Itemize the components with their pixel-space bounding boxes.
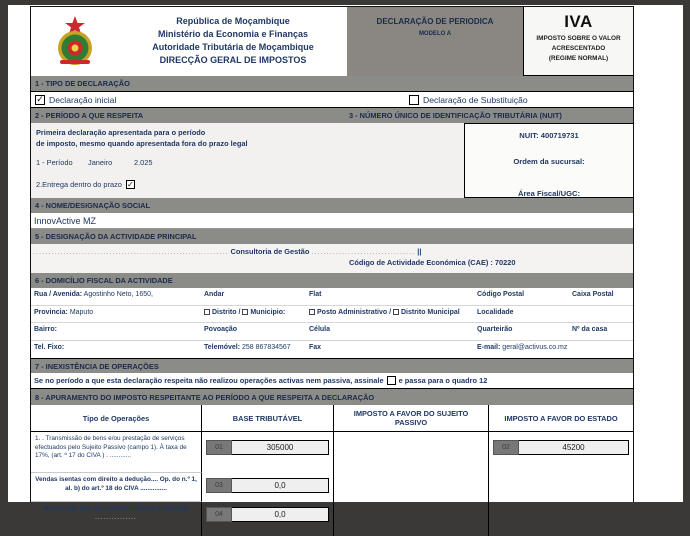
section4-header: [31, 198, 633, 213]
bairro-label: Bairro:: [34, 326, 57, 333]
section1-header: [31, 76, 633, 91]
distrito-label: Distrito /: [212, 308, 241, 316]
col-header-tipo-operacoes: Tipo de Operações: [31, 405, 202, 432]
caixa-postal-label: Caixa Postal: [572, 291, 614, 298]
localidade-label: Localidade: [477, 308, 514, 316]
org-line-directorate: DIRECÇÃO GERAL DE IMPOSTOS: [159, 55, 307, 66]
row3-sujeito-passivo-cell: [334, 502, 489, 536]
section7-title: 7 - INEXISTÊNCIA DE OPERAÇÕES: [35, 361, 159, 371]
document-page: [8, 5, 683, 521]
field-01-code: 01: [206, 440, 232, 455]
field-01: [206, 435, 329, 455]
section4-title: 4 - NOME/DESIGNAÇÃO SOCIAL: [35, 201, 150, 210]
localidade-value-cell[interactable]: [569, 306, 633, 324]
org-line-ministry: Ministério da Economia e Finanças: [157, 29, 309, 40]
street-label: Rua / Avenida:: [34, 291, 83, 298]
taxpayer-name-row: [31, 213, 633, 229]
delivery-on-time-checkbox[interactable]: ✓: [127, 179, 134, 189]
declaration-model: MODELO A: [418, 31, 452, 37]
field-01-value[interactable]: 305000: [232, 440, 329, 455]
posto-administrativo-checkbox[interactable]: [309, 309, 315, 315]
field-02-code: 02: [493, 440, 519, 455]
no-operations-row: [31, 373, 633, 389]
period-note-line1: Primeira declaração apresentada para o período: [36, 128, 206, 137]
declaracao-substituicao-label: Declaração de Substituição: [423, 94, 528, 105]
period-year-value[interactable]: 2.025: [134, 158, 153, 168]
tax-acronym: IVA: [564, 12, 593, 31]
field-02-value[interactable]: 45200: [519, 440, 629, 455]
fax-cell[interactable]: [306, 341, 474, 359]
nuit-value: NUIT: 400719731: [519, 131, 579, 140]
row1-estado-cell: [489, 432, 633, 473]
fax-label: Fax: [309, 343, 322, 351]
period-nuit-row: [31, 123, 633, 198]
provincia-value: Maputo: [69, 308, 94, 316]
tax-regime: (REGIME NORMAL): [548, 55, 609, 62]
period-line: [36, 158, 464, 167]
table-row: [31, 432, 633, 473]
activity-value[interactable]: Consultoria de Gestão: [230, 247, 310, 256]
andar-label: Andar: [204, 291, 225, 298]
section6-title: 6 - DOMICÍLIO FISCAL DA ACTIVIDADE: [35, 276, 173, 285]
delivery-label: 2.Entrega dentro do prazo: [36, 180, 122, 190]
tax-assessment-table: [31, 405, 633, 536]
row2-description: Vendas isentas com direito a dedução.... Op. do n.º 1, al. b) do art.º 18 do CIVA ...............: [31, 473, 202, 502]
period-month-value[interactable]: Janeiro: [88, 158, 113, 168]
quarteirao-cell[interactable]: [474, 323, 569, 341]
activity-dots-left: ................................................................: [33, 247, 229, 256]
telemovel-label: Telemóvel:: [204, 343, 241, 351]
emblem-container: [31, 7, 119, 76]
section8-header: [31, 389, 633, 405]
section8-title: 8 - APURAMENTO DO IMPOSTO RESPEITANTE AO PERÍODO A QUE RESPEITA A DECLARAÇÃO: [35, 392, 375, 402]
declaracao-substituicao-checkbox[interactable]: [409, 95, 419, 105]
flat-label: Flat: [309, 291, 322, 298]
email-label: E-mail:: [477, 343, 501, 351]
row2-base-cell: [202, 473, 334, 502]
declaracao-inicial-checkbox[interactable]: ✓: [36, 94, 44, 104]
localidade-cell[interactable]: [474, 306, 569, 324]
row1-description: 1. . Transmissão de bens e/ou prestação de serviços efectuados pelo Sujeito Passivo (campo 1). À taxa de 17%, (art. º 17 do CIVA ) . ............: [31, 432, 202, 473]
org-line-authority: Autoridade Tributária de Moçambique: [152, 42, 314, 53]
section2-3-header: [31, 108, 633, 123]
section5-title: 5 - DESIGNAÇÃO DA ACTIVIDADE PRINCIPAL: [35, 232, 197, 241]
declaracao-inicial-option[interactable]: [31, 95, 116, 105]
distrito-municipal-label: Distrito Municipal: [400, 308, 460, 316]
email-cell[interactable]: [474, 341, 633, 359]
delivery-line: [36, 180, 464, 189]
row2-sujeito-passivo-cell: [334, 473, 489, 502]
ordem-sucursal-label: Ordem da sucursal:: [513, 157, 585, 166]
numero-casa-label: Nº da casa: [572, 326, 608, 333]
row1-sujeito-passivo-cell: [334, 432, 489, 473]
celula-cell[interactable]: [306, 323, 474, 341]
section2-title: 2 - PERÍODO A QUE RESPEITA: [35, 111, 144, 120]
area-fiscal-label: Área Fiscal/UGC:: [517, 189, 581, 198]
period-note-line2: de imposto, mesmo quando apresentada fora do prazo legal: [36, 138, 248, 148]
section1-title: 1 - TIPO DE DECLARAÇÃO: [35, 79, 130, 88]
caixa-postal-cell[interactable]: [569, 288, 633, 306]
street-cell[interactable]: [31, 288, 201, 306]
municipio-label: Municipio:: [250, 308, 286, 316]
telemovel-value: 258 867834567: [242, 343, 291, 351]
no-operations-text-before: Se no período a que esta declaração respeita não realizou operações activas nem passiva, assinale: [34, 376, 384, 385]
tax-name-line2: ACRESCENTADO: [551, 45, 606, 52]
row1-base-cell: [202, 432, 334, 473]
numero-casa-cell[interactable]: [569, 323, 633, 341]
form-header: [31, 7, 633, 76]
declaration-type-box: [347, 7, 523, 76]
assessment-header-row: [31, 405, 633, 432]
tax-title-box: [523, 7, 633, 76]
declaration-type-row: [31, 91, 633, 108]
field-03-code: 03: [206, 478, 232, 493]
section6-header: [31, 273, 633, 288]
mozambique-emblem-icon: [52, 15, 98, 69]
provincia-label: Provincia:: [34, 308, 68, 316]
row3-estado-cell: [489, 502, 633, 536]
section3-title: 3 - NÚMERO ÚNICO DE IDENTIFICAÇÃO TRIBUTÁRIA (NUIT): [349, 111, 562, 120]
distrito-checkbox[interactable]: [204, 309, 210, 315]
povoacao-label: Povoação: [204, 326, 238, 333]
codigo-postal-cell[interactable]: [474, 288, 569, 306]
field-03-value[interactable]: 0,0: [232, 478, 329, 493]
declaracao-substituicao-option[interactable]: [409, 95, 528, 105]
fiscal-address-table: [31, 288, 633, 359]
declaration-title: DECLARAÇÃO DE PERIODICA: [376, 17, 494, 26]
taxpayer-name-value[interactable]: InnovActive MZ: [34, 215, 97, 226]
declaracao-inicial-label: Declaração inicial: [49, 94, 117, 105]
row3-description: Isentas Op. que não conferem direito a dedução: [43, 505, 189, 512]
field-02: [493, 435, 629, 455]
field-03: [206, 476, 329, 493]
col-header-imposto-estado: IMPOSTO A FAVOR DO ESTADO: [489, 405, 633, 432]
no-operations-text-after: e passa para o quadro 12: [398, 376, 488, 385]
cae-line: Código de Actividade Económica (CAE) : 70220: [349, 258, 516, 267]
telefone-label: Tel. Fixo:: [34, 343, 65, 351]
row3-base-cell: [202, 502, 334, 536]
tax-name-line1: IMPOSTO SOBRE O VALOR: [536, 35, 621, 42]
celula-label: Célula: [309, 326, 331, 333]
iva-declaration-form: [30, 6, 634, 521]
email-value: geral@activus.co.mz: [502, 343, 568, 351]
street-value: Agostinho Neto, 1650,: [83, 291, 153, 298]
activity-line: [31, 247, 633, 256]
field-04-value[interactable]: 0,0: [232, 507, 329, 522]
povoacao-cell[interactable]: [201, 323, 306, 341]
field-04: [206, 505, 329, 522]
col-header-imposto-sujeito-passivo: IMPOSTO A FAVOR DO SUJEITO PASSIVO: [334, 405, 489, 432]
org-line-country: República de Moçambique: [176, 16, 290, 26]
col-header-base-tributavel: BASE TRIBUTÁVEL: [202, 405, 334, 432]
activity-dots-right: ..................................: [311, 247, 416, 256]
period-label: 1 - Período: [36, 158, 73, 168]
codigo-postal-label: Código Postal: [477, 291, 525, 298]
telemovel-cell[interactable]: [201, 341, 306, 359]
nuit-panel: [464, 123, 633, 198]
distrito-municipal-checkbox[interactable]: [393, 309, 399, 315]
andar-cell[interactable]: [201, 288, 306, 306]
issuing-authority: [119, 7, 347, 76]
row3-description-cell: [31, 502, 202, 536]
telefone-cell[interactable]: [31, 341, 201, 359]
period-panel: [31, 123, 464, 198]
table-row: [31, 502, 633, 536]
posto-cell[interactable]: [306, 306, 474, 324]
section5-header: [31, 229, 633, 244]
municipio-checkbox[interactable]: [242, 309, 248, 315]
activity-panel: [31, 244, 633, 273]
field-04-code: 04: [206, 507, 232, 522]
posto-administrativo-label: Posto Administrativo /: [317, 308, 392, 316]
row2-estado-cell: [489, 473, 633, 502]
section7-header: [31, 359, 633, 373]
table-row: [31, 473, 633, 502]
flat-cell[interactable]: [306, 288, 474, 306]
row3-dots: ...............: [95, 513, 137, 521]
activity-pipe-mark: ||: [417, 247, 422, 256]
bairro-cell[interactable]: [31, 323, 201, 341]
distrito-cell[interactable]: [201, 306, 306, 324]
no-operations-checkbox[interactable]: [387, 376, 396, 385]
provincia-cell[interactable]: [31, 306, 201, 324]
quarteirao-label: Quarteirão: [477, 326, 513, 333]
